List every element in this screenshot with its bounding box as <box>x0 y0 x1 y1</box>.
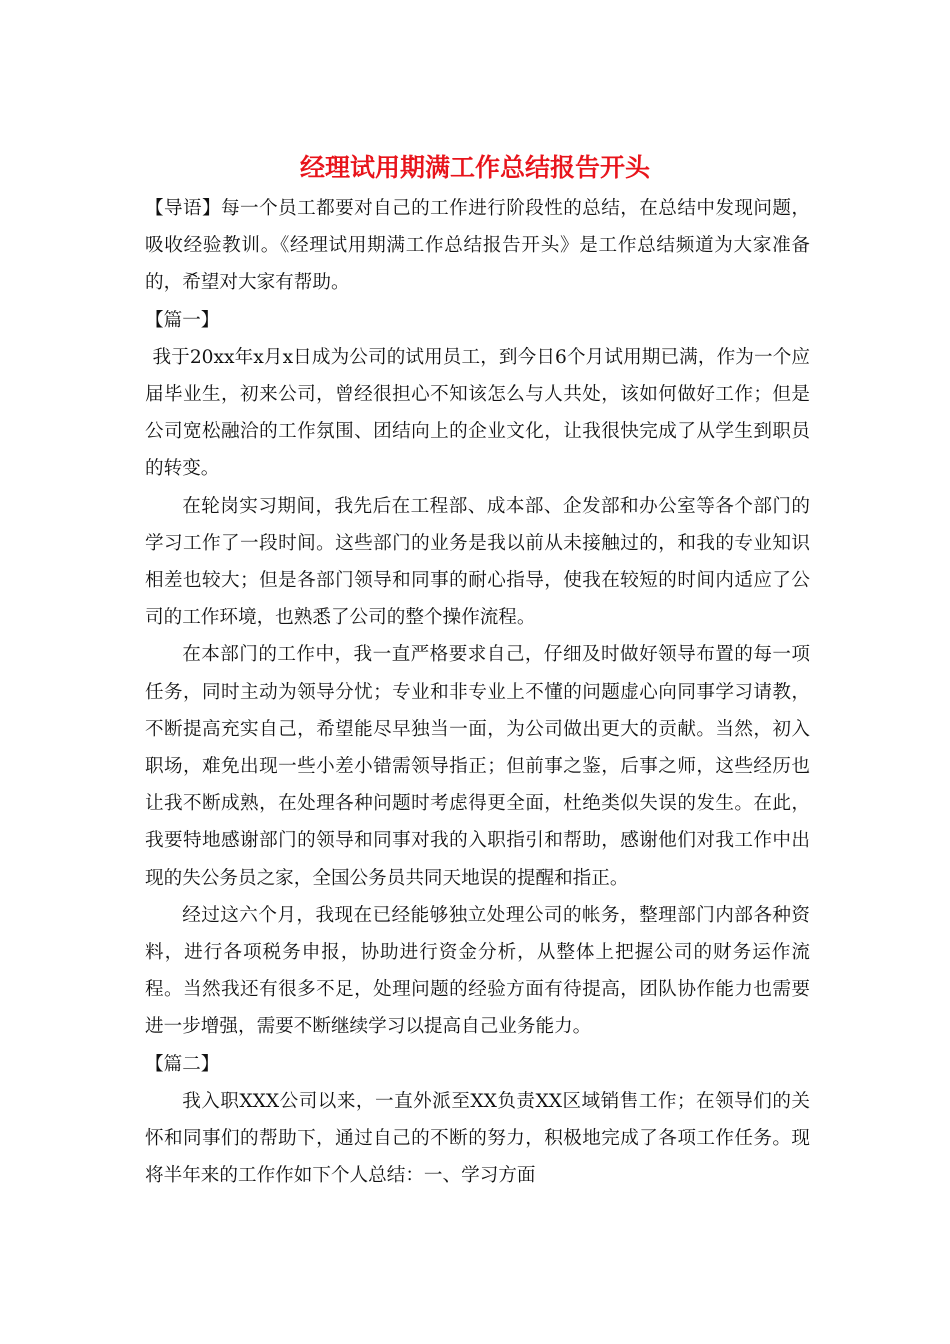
intro-paragraph: 【导语】每一个员工都要对自己的工作进行阶段性的总结，在总结中发现问题，吸收经验教训。《经理试用期满工作总结报告开头》是工作总结频道为大家准备的，希望对大家有帮助。 <box>145 198 810 294</box>
section-1-paragraph-2: 在轮岗实习期间，我先后在工程部、成本部、企发部和办公室等各个部门的学习工作了一段时间。这些部门的业务是我以前从未接触过的，和我的专业知识相差也较大；但是各部门领导和同事的耐心指导，使我在较短的时间内适应了公司的工作环境，也熟悉了公司的整个操作流程。 <box>145 495 810 629</box>
document-body <box>145 190 810 1194</box>
section-1-heading: 【篇一】 <box>145 309 220 331</box>
document-title: 经理试用期满工作总结报告开头 <box>299 153 650 182</box>
section-2-heading: 【篇二】 <box>145 1053 220 1075</box>
section-2-paragraph-1: 我入职XXX公司以来，一直外派至XX负责XX区域销售工作；在领导们的关怀和同事们的帮助下，通过自己的不断的努力，积极地完成了各项工作任务。现将半年来的工作作如下个人总结：一、学习方面 <box>145 1090 810 1187</box>
section-1-paragraph-1: 我于20xx年x月x日成为公司的试用员工，到今日6个月试用期已满，作为一个应届毕业生，初来公司，曾经很担心不知该怎么与人共处，该如何做好工作；但是公司宽松融洽的工作氛围、团结向上的企业文化，让我很快完成了从学生到职员的转变。 <box>145 346 810 480</box>
section-1-paragraph-4: 经过这六个月，我现在已经能够独立处理公司的帐务，整理部门内部各种资料，进行各项税务申报，协助进行资金分析，从整体上把握公司的财务运作流程。当然我还有很多不足，处理问题的经验方面有待提高，团队协作能力也需要进一步增强，需要不断继续学习以提高自己业务能力。 <box>145 904 810 1038</box>
section-1-paragraph-3: 在本部门的工作中，我一直严格要求自己，仔细及时做好领导布置的每一项任务，同时主动为领导分忧；专业和非专业上不懂的问题虚心向同事学习请教，不断提高充实自己，希望能尽早独当一面，为公司做出更大的贡献。当然，初入职场，难免出现一些小差小错需领导指正；但前事之鉴，后事之师，这些经历也让我不断成熟，在处理各种问题时考虑得更全面，杜绝类似失误的发生。在此，我要特地感谢部门的领导和同事对我的入职指引和帮助，感谢他们对我工作中出现的失公务员之家，全国公务员共同天地误的提醒和指正。 <box>145 644 810 889</box>
